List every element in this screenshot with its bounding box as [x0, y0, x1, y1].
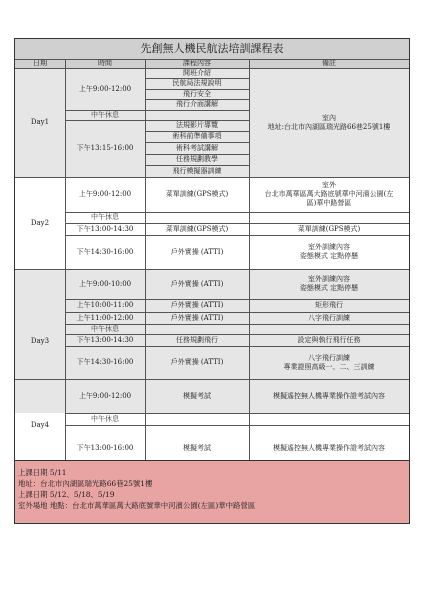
day1-pm-item-3: 術科考試講解: [176, 143, 218, 152]
day2-pm2-remarks: [249, 235, 409, 269]
day2-label: Day2: [30, 218, 50, 227]
day2-pm1-remarks: 菜單訓練(GPS模式): [297, 224, 361, 233]
day2-am-remarks-line1: 室外: [322, 181, 336, 190]
day1-pm-item-1: 法規影片導覽: [176, 121, 218, 130]
day4-label: Day4: [30, 421, 50, 430]
day3-r3-time: 上午11:00-12:00: [76, 313, 134, 322]
day3-noon: 中午休息: [91, 324, 119, 333]
day2-pm1-content: 菜單訓練(GPS模式): [165, 224, 229, 233]
day3-r2-remarks: 矩形飛行: [315, 301, 343, 310]
day3-r4-content: 任務規劃飛行: [176, 335, 218, 344]
day1-pm-item-2: 術科前準備事項: [172, 132, 222, 141]
info-box: [14, 460, 410, 524]
info-line-2: 地址：台北市內湖區瑞光路66巷25號1樓: [18, 479, 153, 488]
info-line-1: 上課日期 5/11: [18, 468, 67, 477]
day3-r3-remarks: 八字飛行訓練: [308, 313, 350, 322]
day1-remarks: [249, 68, 409, 177]
info-line-3: 上課日期 5/12、5/18、5/19: [18, 490, 115, 499]
day3-r5-remarks: [249, 346, 409, 379]
day2-pm2-remarks-line1: 室外訓練內容: [308, 243, 350, 252]
day4-am-content: 模擬考試: [183, 391, 211, 400]
day2-am-content: 菜單訓練(GPS模式): [165, 190, 229, 199]
day4-pm-content: 模擬考試: [183, 444, 211, 453]
day1-am-item-3: 飛行安全: [183, 89, 211, 98]
day1-pm-time: 下午13:15-16:00: [76, 144, 134, 153]
day2-pm2-content: 戶外實操 (ATTI): [170, 247, 224, 256]
header-remarks: 備註: [249, 59, 409, 68]
day1-label: Day1: [30, 118, 50, 127]
day2-noon: 中午休息: [91, 213, 119, 222]
day2-pm2-remarks-line2: 姿態模式 定點停懸: [299, 252, 359, 260]
page-title: 先創無人機民航法培訓課程表: [15, 39, 409, 59]
day1-pm-item-4: 任務規劃教學: [176, 155, 218, 164]
day2-am-remarks-line2: 台北市萬華區萬大路底號華中河濱公園(左: [264, 190, 394, 199]
day3-r1-remarks-line2: 姿態模式 定點停懸: [299, 284, 359, 292]
day1-remarks-line2: 地址:台北市內湖區瑞光路66巷25號1樓: [267, 122, 391, 131]
day3-r1-remarks: [249, 269, 409, 299]
day3-r5-time: 下午14:30-16:00: [76, 358, 134, 367]
schedule-sheet: [14, 38, 410, 512]
day3-r4-remarks: 設定與執行飛行任務: [297, 335, 361, 344]
day3-label: Day3: [30, 336, 50, 345]
header-time: 時間: [65, 59, 145, 68]
day2-am-time: 上午9:00-12:00: [78, 190, 132, 199]
day3-r2-time: 上午10:00-11:00: [76, 301, 134, 310]
day3-r1-content: 戶外實操 (ATTI): [170, 279, 224, 288]
day4-pm-remarks: 模擬遙控無人機專業操作證考試內容: [273, 444, 385, 453]
day1-am-item-2: 民航局法規說明: [172, 79, 222, 88]
day3-r5-remarks-line1: 八字飛行訓練: [308, 353, 350, 362]
day3-r1-time: 上午9:00-10:00: [78, 279, 132, 288]
day1-am-item-1: 開班介紹: [183, 68, 211, 77]
header-date: 日期: [15, 59, 65, 68]
day3-r5-content: 戶外實操 (ATTI): [170, 358, 224, 367]
day1-am-item-4: 飛行介面講解: [176, 100, 218, 109]
header-content: 課程內容: [145, 59, 249, 68]
day2-am-remarks: [249, 177, 409, 212]
day1-pm-item-5: 飛行模擬器訓練: [172, 166, 222, 175]
day2-pm1-time: 下午13:00-14:30: [76, 224, 134, 233]
info-line-4: 室外場地 地點：台北市萬華區萬大路底號華中河濱公園(左區)華中路營區: [18, 501, 256, 510]
day2-am-remarks-line3: 區)華中路營區: [306, 198, 352, 207]
day1-remarks-line1: 室內: [322, 113, 336, 122]
day3-r4-time: 下午13:00-14:30: [76, 335, 134, 344]
day2-pm2-time: 下午14:30-16:00: [76, 247, 134, 256]
day4-pm-time: 下午13:00-16:00: [76, 444, 134, 453]
day1-noon: 中午休息: [91, 110, 119, 119]
day3-r5-remarks-line2: 專業證照高級一、二、三訓練: [283, 362, 375, 371]
day4-am-remarks: 模擬遙控無人機專業操作證考試內容: [273, 391, 385, 400]
day4-noon: 中午休息: [91, 414, 119, 423]
day1-am-time: 上午9:00-12:00: [78, 84, 132, 93]
day4-am-time: 上午9:00-12:00: [78, 391, 132, 400]
day3-r3-content: 戶外實操 (ATTI): [170, 313, 224, 322]
day3-r2-content: 戶外實操 (ATTI): [170, 301, 224, 310]
day3-r1-remarks-line1: 室外訓練內容: [308, 275, 350, 284]
